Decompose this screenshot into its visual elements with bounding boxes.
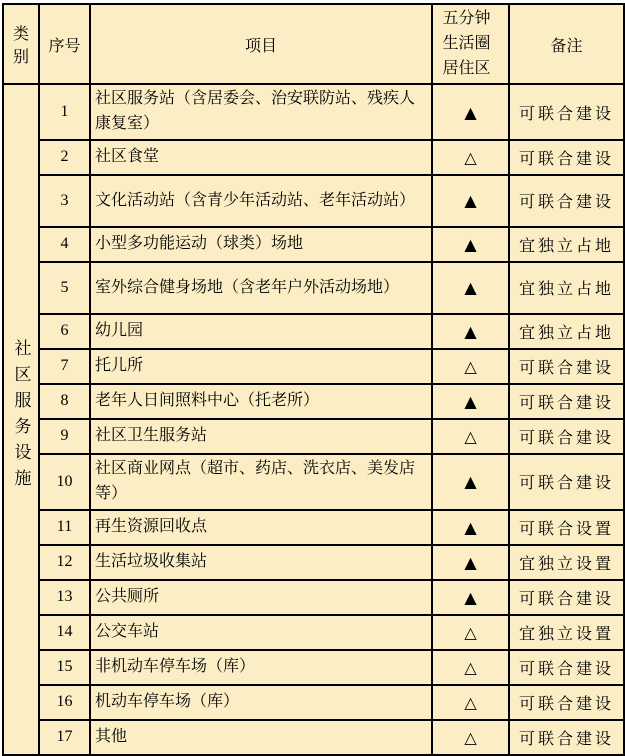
row-index: 2	[39, 140, 90, 175]
residence-mark: △	[432, 615, 509, 650]
residence-mark: ▲	[432, 227, 509, 262]
residence-mark: △	[432, 140, 509, 175]
remark: 可联合建设	[509, 84, 624, 140]
remark: 可联合建设	[509, 580, 624, 615]
header-category: 类别	[3, 4, 39, 84]
residence-mark: ▲	[432, 175, 509, 227]
project-name: 社区商业网点（超市、药店、洗衣店、美发店等）	[90, 454, 432, 510]
header-five-minute-circle	[432, 4, 509, 84]
residence-mark: △	[432, 720, 509, 755]
row-index: 11	[39, 510, 90, 545]
remark: 可联合建设	[509, 384, 624, 419]
table-row	[3, 314, 624, 349]
residence-mark: △	[432, 419, 509, 454]
remark: 宜独立占地	[509, 314, 624, 349]
project-name: 小型多功能运动（球类）场地	[90, 227, 432, 262]
table-row	[3, 384, 624, 419]
table-row	[3, 650, 624, 685]
table-row	[3, 580, 624, 615]
remark: 可联合建设	[509, 419, 624, 454]
row-index: 10	[39, 454, 90, 510]
remark: 可联合设置	[509, 510, 624, 545]
row-index: 17	[39, 720, 90, 755]
row-index: 9	[39, 419, 90, 454]
table-row	[3, 262, 624, 314]
category-vertical-label: 社区服务设施	[11, 338, 31, 495]
project-name: 机动车停车场（库）	[90, 685, 432, 720]
project-name: 公共厕所	[90, 580, 432, 615]
table-row	[3, 685, 624, 720]
row-index: 3	[39, 175, 90, 227]
row-index: 6	[39, 314, 90, 349]
residence-mark: ▲	[432, 454, 509, 510]
project-name: 社区服务站（含居委会、治安联防站、残疾人康复室）	[90, 84, 432, 140]
project-name: 社区卫生服务站	[90, 419, 432, 454]
residence-mark: △	[432, 349, 509, 384]
project-name: 非机动车停车场（库）	[90, 650, 432, 685]
row-index: 7	[39, 349, 90, 384]
table-row	[3, 419, 624, 454]
facilities-table	[2, 3, 625, 756]
residence-mark: ▲	[432, 262, 509, 314]
project-name: 托儿所	[90, 349, 432, 384]
remark: 可联合建设	[509, 175, 624, 227]
project-name: 文化活动站（含青少年活动站、老年活动站）	[90, 175, 432, 227]
table-row	[3, 545, 624, 580]
table-row	[3, 615, 624, 650]
table-row	[3, 720, 624, 755]
header-five-minute-circle-text: 五分钟生活圈居住区	[442, 10, 491, 77]
project-name: 老年人日间照料中心（托老所）	[90, 384, 432, 419]
table-row	[3, 175, 624, 227]
residence-mark: ▲	[432, 510, 509, 545]
project-name: 其他	[90, 720, 432, 755]
project-name: 幼儿园	[90, 314, 432, 349]
remark: 可联合建设	[509, 650, 624, 685]
header-row	[3, 4, 624, 84]
project-name: 公交车站	[90, 615, 432, 650]
row-index: 8	[39, 384, 90, 419]
header-index: 序号	[39, 4, 90, 84]
project-name: 社区食堂	[90, 140, 432, 175]
residence-mark: △	[432, 685, 509, 720]
category-cell	[3, 84, 39, 754]
remark: 可联合建设	[509, 349, 624, 384]
residence-mark: ▲	[432, 84, 509, 140]
remark: 可联合建设	[509, 140, 624, 175]
table-row	[3, 510, 624, 545]
table-row	[3, 84, 624, 140]
remark: 宜独立占地	[509, 262, 624, 314]
row-index: 5	[39, 262, 90, 314]
row-index: 13	[39, 580, 90, 615]
residence-mark: ▲	[432, 580, 509, 615]
table-header	[3, 4, 624, 84]
residence-mark: △	[432, 650, 509, 685]
remark: 可联合建设	[509, 720, 624, 755]
table-row	[3, 140, 624, 175]
row-index: 4	[39, 227, 90, 262]
table-row	[3, 454, 624, 510]
project-name: 再生资源回收点	[90, 510, 432, 545]
residence-mark: ▲	[432, 545, 509, 580]
row-index: 12	[39, 545, 90, 580]
row-index: 15	[39, 650, 90, 685]
table-row	[3, 349, 624, 384]
header-project: 项目	[90, 4, 432, 84]
residence-mark: ▲	[432, 314, 509, 349]
project-name: 室外综合健身场地（含老年户外活动场地）	[90, 262, 432, 314]
remark: 宜独立占地	[509, 227, 624, 262]
table-body	[3, 84, 624, 754]
residence-mark: ▲	[432, 384, 509, 419]
table-row	[3, 227, 624, 262]
header-remark: 备注	[509, 4, 624, 84]
project-name: 生活垃圾收集站	[90, 545, 432, 580]
remark: 宜独立设置	[509, 615, 624, 650]
row-index: 1	[39, 84, 90, 140]
row-index: 14	[39, 615, 90, 650]
row-index: 16	[39, 685, 90, 720]
remark: 宜独立设置	[509, 545, 624, 580]
remark: 可联合建设	[509, 454, 624, 510]
remark: 可联合建设	[509, 685, 624, 720]
